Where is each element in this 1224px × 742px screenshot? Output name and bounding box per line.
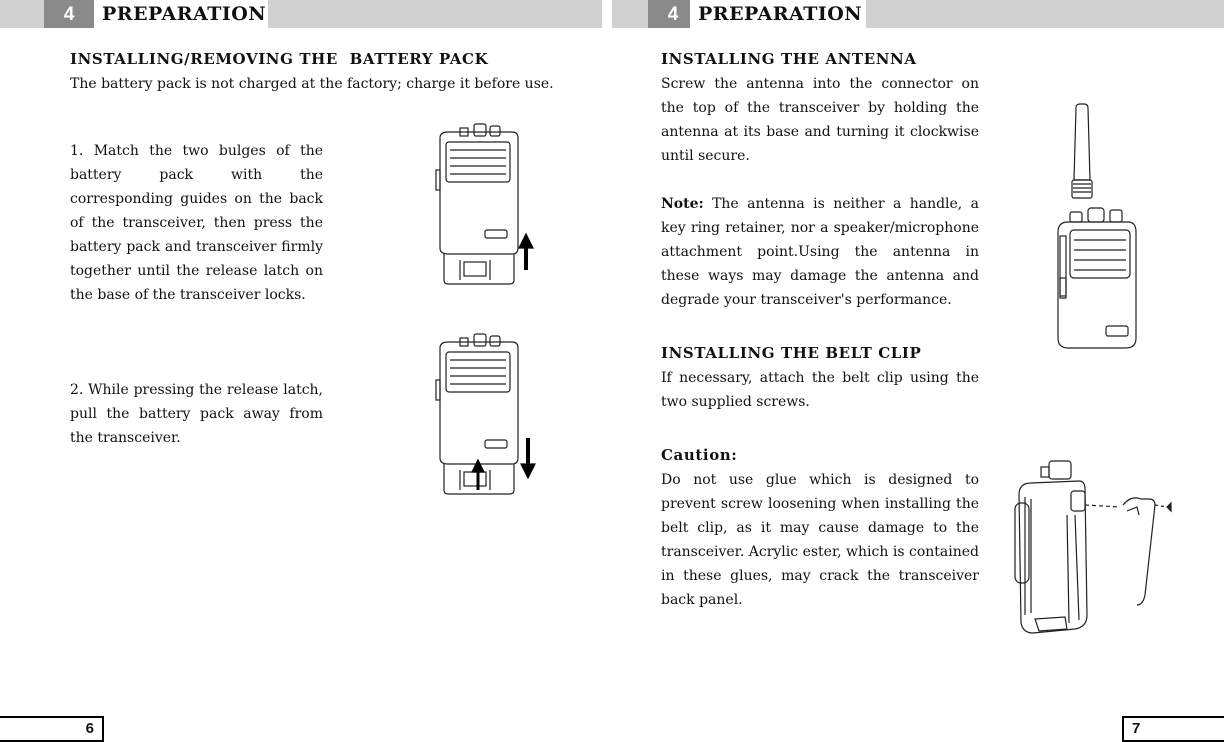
antenna-note — [661, 192, 979, 312]
section-number-badge: 4 — [44, 0, 94, 28]
antenna-body: Screw the antenna into the connector on the top of the transceiver by holding the antenna at its base and turning it clockwise until secure. — [661, 76, 979, 164]
belt-clip-heading: INSTALLING THE BELT CLIP — [661, 344, 922, 362]
antenna-heading: INSTALLING THE ANTENNA — [661, 50, 917, 68]
radio-battery-remove-illustration — [430, 330, 540, 500]
radio-antenna-illustration — [1050, 100, 1150, 355]
page-number-left-value: 6 — [85, 720, 94, 737]
section-title: PREPARATION — [94, 0, 268, 28]
left-section-header — [0, 0, 612, 28]
page-number-right-value: 7 — [1132, 720, 1141, 737]
radio-belt-clip-illustration — [1005, 455, 1180, 640]
page-number-left — [0, 716, 104, 742]
caution-label: Caution: — [661, 446, 738, 464]
note-label: Note: — [661, 196, 704, 212]
battery-step-1: 1. Match the two bulges of the battery pack with the corresponding guides on the back of the transceiver, then press the battery pack and transceiver firmly together until the release latch on the base of the transceiver locks. — [70, 143, 323, 303]
section-number-badge: 4 — [648, 0, 698, 28]
battery-heading: INSTALLING/REMOVING THE BATTERY PACK — [70, 50, 489, 68]
caution-body: Do not use glue which is designed to prevent screw loosening when installing the belt clip, as it may cause damage to the transceiver. Acrylic ester, which is contained in these glues, may crack the transceiver back panel. — [661, 472, 979, 608]
note-body: The antenna is neither a handle, a key ring retainer, nor a speaker/microphone attachment point.Using the antenna in these ways may damage the antenna and degrade your transceiver's performance. — [661, 196, 979, 308]
battery-step-2: 2. While pressing the release latch, pull the battery pack away from the transceiver. — [70, 382, 323, 446]
belt-clip-body: If necessary, attach the belt clip using the two supplied screws. — [661, 370, 979, 410]
right-section-header — [612, 0, 1224, 28]
page-number-right — [1122, 716, 1224, 742]
radio-battery-attach-illustration — [430, 120, 540, 290]
section-title: PREPARATION — [690, 0, 866, 28]
battery-intro: The battery pack is not charged at the factory; charge it before use. — [70, 76, 554, 92]
